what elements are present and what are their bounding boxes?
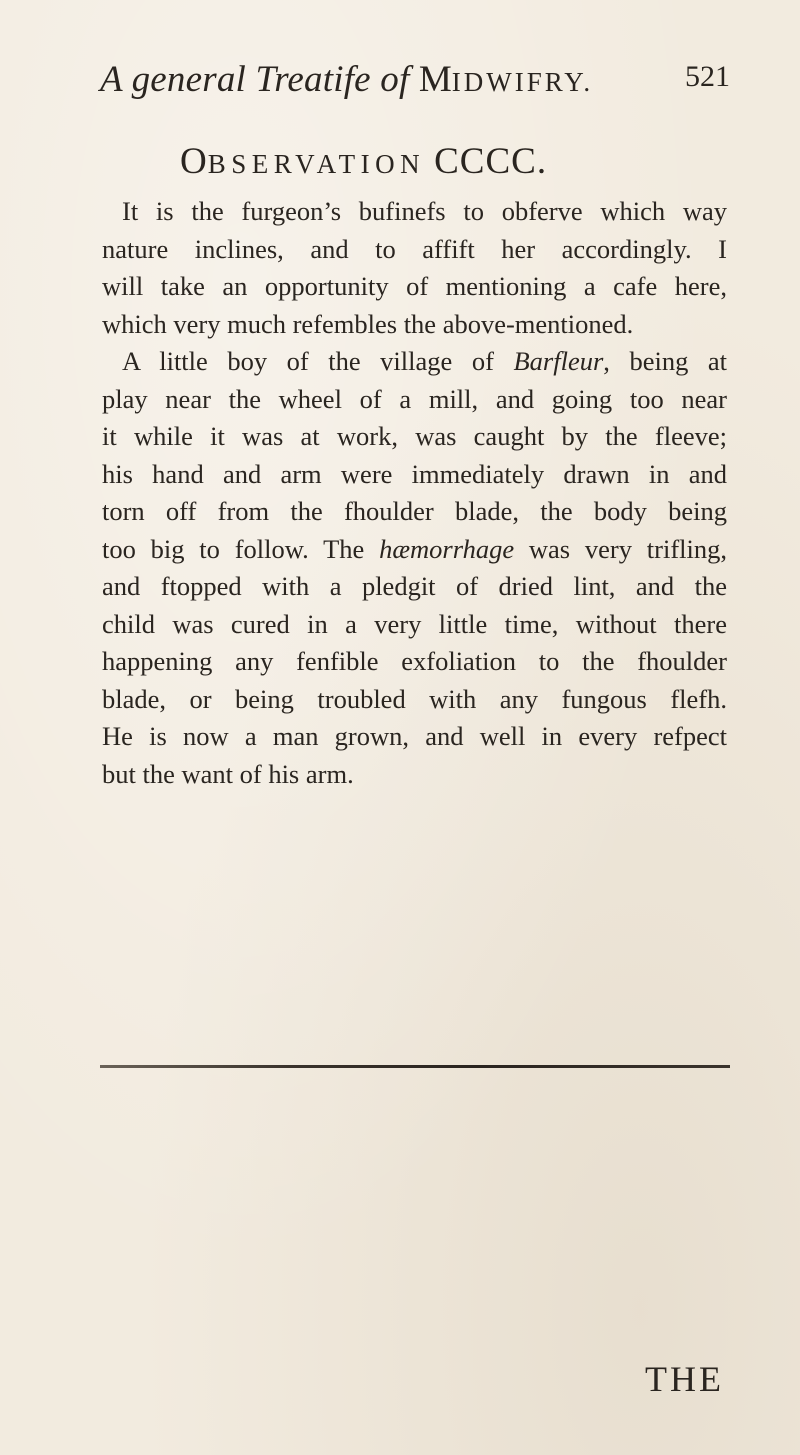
body-line: child was cured in a very little time, without there xyxy=(102,608,727,639)
italic-word: hæmorrhage xyxy=(379,533,515,564)
running-head-subject-cap: M xyxy=(418,59,452,100)
running-head-subject-rest: IDWIFRY. xyxy=(451,67,594,97)
running-head-italic: A general Treatife of xyxy=(100,59,419,100)
body-line: and ftopped with a pledgit of dried lint, and the xyxy=(102,571,727,601)
body-line: blade, or being troubled with any fungous flefh. xyxy=(102,683,727,714)
body-line: it while it was at work, was caught by the fleeve; xyxy=(102,421,727,451)
observation-word-rest: BSERVATION xyxy=(207,149,426,179)
observation-first-letter: O xyxy=(180,141,208,182)
italic-word: Barfleur xyxy=(513,346,604,376)
body-line: too big to follow. The hæmorrhage was very trifling, xyxy=(102,533,727,564)
body-line: A little boy of the village of Barfleur, being at xyxy=(122,346,727,376)
page-number: 521 xyxy=(685,60,730,93)
body-line: torn off from the fhoulder blade, the body being xyxy=(102,496,727,526)
body-line: will take an opportunity of mentioning a cafe here, xyxy=(102,271,727,301)
body-line: He is now a man grown, and well in every refpect xyxy=(102,721,727,751)
running-head-title xyxy=(100,58,593,101)
observation-heading xyxy=(180,140,547,183)
body-paragraph xyxy=(102,193,727,793)
body-line: It is the furgeon’s bufinefs to obferve which way xyxy=(122,196,727,226)
running-head xyxy=(100,58,730,108)
body-line: nature inclines, and to affift her accordingly. I xyxy=(102,233,727,264)
body-line: play near the wheel of a mill, and going too near xyxy=(102,383,727,414)
section-divider-rule xyxy=(100,1065,730,1068)
body-line: happening any fenfible exfoliation to the fhoulder xyxy=(102,646,727,676)
body-line: which very much refembles the above-mentioned. xyxy=(102,308,634,339)
body-line: but the want of his arm. xyxy=(102,758,354,789)
catchword: THE xyxy=(645,1359,724,1399)
observation-numeral: CCCC. xyxy=(434,141,548,182)
body-line: his hand and arm were immediately drawn in and xyxy=(102,458,727,489)
